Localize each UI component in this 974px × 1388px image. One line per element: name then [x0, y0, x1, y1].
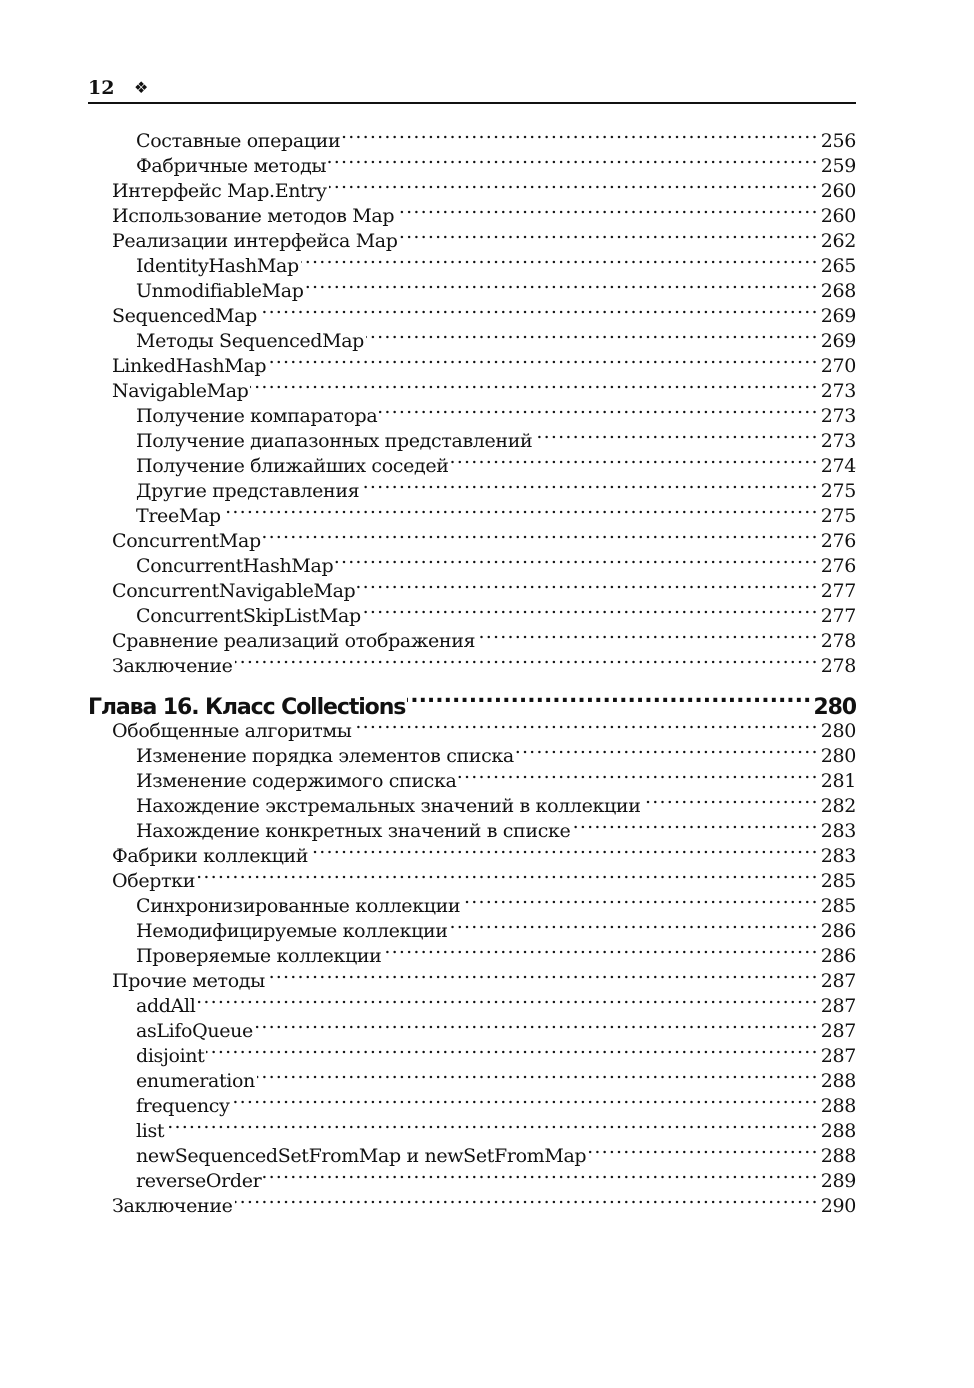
toc-entry-title: Обобщенные алгоритмы: [112, 720, 352, 742]
toc-entry[interactable]: [88, 1137, 856, 1167]
toc-entry-title: Заключение: [112, 655, 233, 677]
toc-entry-title: IdentityHashMap: [136, 255, 299, 277]
toc-entry-title: Заключение: [112, 1195, 233, 1217]
toc-entry-page-number: 262: [820, 230, 856, 252]
toc-entry-page-number: 275: [820, 480, 856, 502]
toc-entry[interactable]: [88, 1112, 856, 1142]
toc-entry-page-number: 273: [820, 405, 856, 427]
dot-leader: [379, 397, 818, 422]
toc-entry-page-number: 278: [820, 655, 856, 677]
dot-leader: [383, 937, 818, 962]
toc-entry-title: Изменение содержимого списка: [136, 770, 457, 792]
toc-entry-title: Нахождение экстремальных значений в коллекции: [136, 795, 641, 817]
dot-leader: [257, 1062, 819, 1087]
dot-leader: [588, 1137, 819, 1162]
toc-entry-title: ConcurrentMap: [112, 530, 261, 552]
toc-entry-title: enumeration: [136, 1070, 255, 1092]
dot-leader: [250, 372, 818, 397]
chapter-title: Глава 16. Класс Collections: [88, 695, 406, 720]
toc-entry-title: ConcurrentSkipListMap: [136, 605, 361, 627]
toc-entry-title: reverseOrder: [136, 1170, 262, 1192]
toc-entry-page-number: 285: [820, 870, 856, 892]
toc-entry-title: Составные операции: [136, 130, 341, 152]
toc-entry-title: Получение ближайших соседей: [136, 455, 449, 477]
dot-leader: [451, 447, 819, 472]
table-of-contents: [88, 122, 856, 1217]
dot-leader: [342, 122, 818, 147]
dot-leader: [477, 622, 819, 647]
dot-leader: [306, 272, 819, 297]
dot-leader: [235, 647, 819, 672]
toc-entry-page-number: 283: [820, 820, 856, 842]
toc-entry-page-number: 288: [820, 1095, 856, 1117]
dot-leader: [223, 497, 819, 522]
dot-leader: [462, 887, 819, 912]
toc-entry-page-number: 256: [820, 130, 856, 152]
dot-leader: [643, 787, 819, 812]
page-number: 12: [88, 77, 115, 99]
toc-entry[interactable]: [88, 1012, 856, 1042]
toc-entry-title: Реализации интерфейса Map: [112, 230, 398, 252]
dot-leader: [328, 147, 819, 172]
toc-entry-page-number: 259: [820, 155, 856, 177]
toc-entry-title: asLifoQueue: [136, 1020, 253, 1042]
toc-entry-title: LinkedHashMap: [112, 355, 267, 377]
dot-leader: [206, 1037, 818, 1062]
toc-entry-page-number: 275: [820, 505, 856, 527]
toc-entry-page-number: 273: [820, 380, 856, 402]
dot-leader: [354, 712, 819, 737]
toc-entry-page-number: 281: [820, 770, 856, 792]
toc-entry-title: SequencedMap: [112, 305, 257, 327]
dot-leader: [400, 222, 819, 247]
dot-leader: [197, 987, 818, 1012]
dot-leader: [263, 1162, 818, 1187]
toc-entry-title: newSequencedSetFromMap и newSetFromMap: [136, 1145, 587, 1167]
dot-leader: [268, 347, 819, 372]
dot-leader: [231, 1087, 818, 1112]
toc-entry[interactable]: [88, 887, 856, 917]
toc-entry-page-number: 277: [820, 605, 856, 627]
toc-entry-page-number: 265: [820, 255, 856, 277]
toc-entry-page-number: 286: [820, 920, 856, 942]
dot-leader: [363, 597, 819, 622]
toc-entry-title: Получение диапазонных представлений: [136, 430, 533, 452]
toc-entry-title: Получение компаратора: [136, 405, 378, 427]
diamond-ornament-icon: ❖: [134, 78, 149, 97]
toc-entry-title: ConcurrentNavigableMap: [112, 580, 356, 602]
toc-entry-title: Прочие методы: [112, 970, 265, 992]
dot-leader: [166, 1112, 819, 1137]
toc-entry-title: Фабричные методы: [136, 155, 327, 177]
toc-entry-title: Методы SequencedMap: [136, 330, 364, 352]
dot-leader: [516, 737, 819, 762]
toc-entry-page-number: 280: [820, 745, 856, 767]
dot-leader: [301, 247, 819, 272]
toc-entry-page-number: 269: [820, 305, 856, 327]
toc-entry-page-number: 288: [820, 1070, 856, 1092]
toc-entry-title: Синхронизированные коллекции: [136, 895, 461, 917]
toc-entry-title: addAll: [136, 995, 196, 1017]
toc-entry-title: Изменение порядка элементов списка: [136, 745, 514, 767]
toc-entry-page-number: 285: [820, 895, 856, 917]
toc-entry-page-number: 289: [820, 1170, 856, 1192]
toc-entry-page-number: 276: [820, 555, 856, 577]
toc-entry[interactable]: [88, 862, 856, 892]
toc-entry-title: Использование методов Map: [112, 205, 395, 227]
dot-leader: [263, 522, 819, 547]
toc-entry-title: Интерфейс Map.Entry: [112, 180, 327, 202]
toc-entry-page-number: 288: [820, 1145, 856, 1167]
toc-entry-page-number: 260: [820, 180, 856, 202]
dot-leader: [366, 322, 819, 347]
dot-leader: [407, 682, 811, 714]
dot-leader: [572, 812, 818, 837]
dot-leader: [450, 912, 819, 937]
toc-entry-title: ConcurrentHashMap: [136, 555, 334, 577]
toc-entry-title: TreeMap: [136, 505, 221, 527]
toc-entry-page-number: 276: [820, 530, 856, 552]
toc-entry-title: Проверяемые коллекции: [136, 945, 382, 967]
toc-entry-page-number: 287: [820, 995, 856, 1017]
toc-section-chapter-16: [88, 712, 856, 1217]
toc-entry-page-number: 287: [820, 970, 856, 992]
dot-leader: [396, 197, 819, 222]
toc-entry-page-number: 273: [820, 430, 856, 452]
toc-section-previous-chapter: [88, 122, 856, 677]
toc-entry[interactable]: [88, 987, 856, 1017]
toc-entry-title: Другие представления: [136, 480, 360, 502]
toc-entry-page-number: 277: [820, 580, 856, 602]
dot-leader: [361, 472, 819, 497]
dot-leader: [329, 172, 819, 197]
dot-leader: [458, 762, 818, 787]
toc-entry[interactable]: [88, 122, 856, 152]
toc-entry-title: Сравнение реализаций отображения: [112, 630, 476, 652]
page-header: [88, 76, 856, 104]
toc-entry-title: NavigableMap: [112, 380, 249, 402]
toc-entry-page-number: 290: [820, 1195, 856, 1217]
toc-entry-page-number: 286: [820, 945, 856, 967]
toc-entry-page-number: 260: [820, 205, 856, 227]
toc-entry-title: Обертки: [112, 870, 196, 892]
dot-leader: [267, 962, 819, 987]
dot-leader: [259, 297, 819, 322]
dot-leader: [335, 547, 819, 572]
toc-entry-page-number: 283: [820, 845, 856, 867]
toc-entry-page-number: 270: [820, 355, 856, 377]
chapter-page-number: 280: [813, 695, 856, 720]
toc-entry-page-number: 288: [820, 1120, 856, 1142]
toc-entry-title: frequency: [136, 1095, 230, 1117]
chapter-heading[interactable]: [88, 682, 856, 720]
toc-entry-page-number: 287: [820, 1020, 856, 1042]
toc-entry-page-number: 280: [820, 720, 856, 742]
toc-entry-page-number: 282: [820, 795, 856, 817]
toc-entry-page-number: 268: [820, 280, 856, 302]
toc-entry-title: UnmodifiableMap: [136, 280, 304, 302]
toc-entry-page-number: 269: [820, 330, 856, 352]
dot-leader: [197, 862, 819, 887]
toc-entry-page-number: 274: [820, 455, 856, 477]
dot-leader: [255, 1012, 819, 1037]
toc-entry-title: list: [136, 1120, 165, 1142]
toc-entry-title: Фабрики коллекций: [112, 845, 309, 867]
toc-entry-title: Нахождение конкретных значений в списке: [136, 820, 571, 842]
dot-leader: [235, 1187, 819, 1212]
toc-entry-title: disjoint: [136, 1045, 205, 1067]
dot-leader: [534, 422, 818, 447]
toc-entry-page-number: 287: [820, 1045, 856, 1067]
dot-leader: [310, 837, 819, 862]
toc-entry-title: Немодифицируемые коллекции: [136, 920, 448, 942]
dot-leader: [357, 572, 818, 597]
toc-entry-page-number: 278: [820, 630, 856, 652]
